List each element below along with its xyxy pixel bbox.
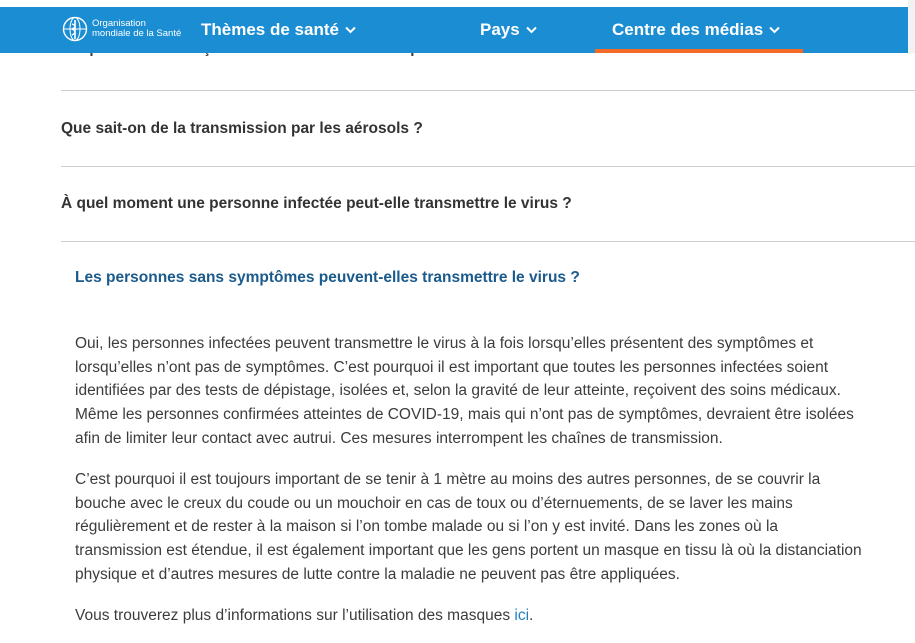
nav-label: Thèmes de santé <box>201 20 339 39</box>
answer-text: Vous trouverez plus d’informations sur l’utilisation des masques <box>75 607 515 624</box>
answer-line: afin de limiter leur contact avec autrui. Ces mesures interrompent les chaînes de transmission. <box>75 429 723 447</box>
answer-line: C’est pourquoi il est toujours important de se tenir à 1 mètre au moins des autres personnes, de se couvrir la <box>75 471 821 488</box>
logo-line: Organisation <box>92 18 146 29</box>
who-emblem-icon <box>62 16 88 42</box>
answer-paragraph-3 <box>75 604 895 628</box>
answer-paragraph-2 <box>75 468 895 587</box>
answer-line: transmission est étendue, il est également important que les gens portent un masque en tissu là où la distanciation <box>75 542 862 560</box>
faq-question-asymptomatic[interactable]: Les personnes sans symptômes peuvent-elles transmettre le virus ? <box>75 269 580 286</box>
nav-label: Centre des médias <box>612 20 764 39</box>
nav-countries[interactable] <box>480 20 537 40</box>
answer-line: physique et d’autres mesures de lutte contre la maladie ne peuvent pas être appliquées. <box>75 565 680 583</box>
divider <box>61 241 915 242</box>
chevron-down-icon <box>345 26 356 34</box>
divider <box>61 166 915 167</box>
faq-question-transmission-timing[interactable]: À quel moment une personne infectée peut-elle transmettre le virus ? <box>61 195 572 212</box>
answer-line: bouche avec le creux du coude ou un mouchoir en cas de toux ou d’éternuements, de se laver les mains <box>75 494 793 512</box>
answer-punctuation: . <box>529 607 534 624</box>
who-logo[interactable] <box>62 16 181 42</box>
site-header <box>0 7 915 53</box>
answer-line: lorsqu’elles n’ont pas de symptômes. C’est pourquoi il est important que toutes les personnes infectées soient <box>75 358 829 376</box>
scrollbar-edge <box>908 0 915 53</box>
nav-media-centre[interactable] <box>612 20 780 40</box>
chevron-down-icon <box>526 26 537 34</box>
nav-label: Pays <box>480 20 520 39</box>
logo-text <box>92 19 181 39</box>
masks-link[interactable]: ici <box>514 607 530 624</box>
answer-paragraph-1 <box>75 332 895 451</box>
divider <box>61 90 915 91</box>
answer-line: Même les personnes confirmées atteintes de COVID-19, mais qui n’ont pas de symptômes, devraient être isolées <box>75 406 854 424</box>
chevron-down-icon <box>769 26 780 34</box>
active-nav-indicator <box>595 49 803 53</box>
answer-line: régulièrement et de rester à la maison si l’on tombe malade ou si l’on y est invité. Dans les zones où la <box>75 518 779 536</box>
logo-line: mondiale de la Santé <box>92 28 182 39</box>
answer-line: identifiées par des tests de dépistage, isolées et, selon la gravité de leur atteinte, reçoivent des soins médicaux. <box>75 382 841 400</box>
nav-health-topics[interactable] <box>201 20 356 40</box>
answer-line: Oui, les personnes infectées peuvent transmettre le virus à la fois lorsqu’elles présentent des symptômes et <box>75 335 814 352</box>
faq-question-aerosols[interactable]: Que sait-on de la transmission par les aérosols ? <box>61 120 423 137</box>
